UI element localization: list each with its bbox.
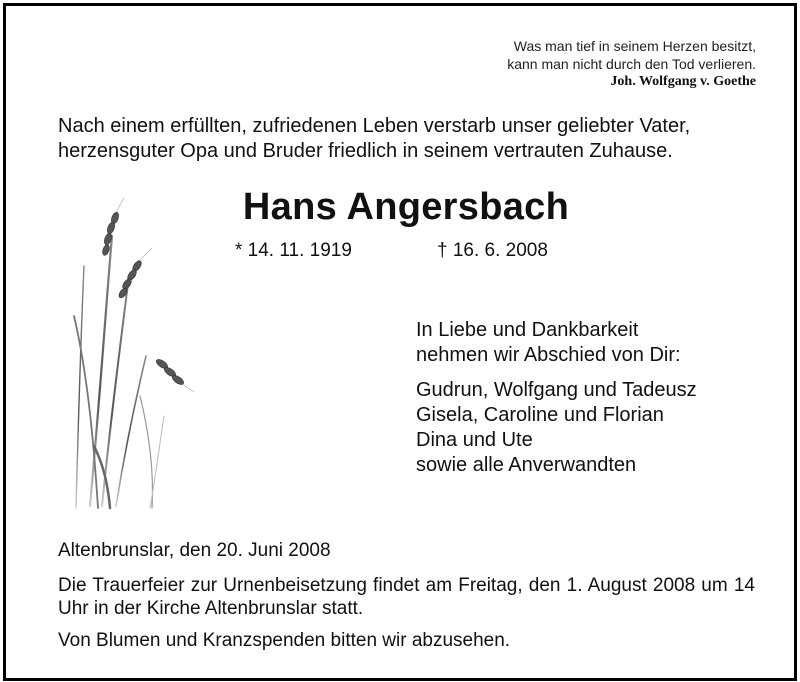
death-date: † 16. 6. 2008 bbox=[437, 240, 548, 261]
obituary-notice bbox=[3, 3, 797, 681]
intro-line-2: herzensguter Opa und Bruder friedlich in seinem vertrauten Zuhause. bbox=[58, 140, 673, 162]
quote-line-2: kann man nicht durch den Tod verlieren. bbox=[507, 56, 756, 72]
flowers-note: Von Blumen und Kranzspenden bitten wir abzusehen. bbox=[58, 630, 511, 651]
mourner-line: Gudrun, Wolfgang und Tadeusz bbox=[416, 379, 697, 401]
birth-date: * 14. 11. 1919 bbox=[235, 240, 352, 261]
intro-line-1: Nach einem erfüllten, zufriedenen Leben verstarb unser geliebter Vater, bbox=[58, 115, 691, 137]
deceased-name: Hans Angersbach bbox=[242, 186, 570, 228]
wheat-ears-icon bbox=[54, 196, 214, 516]
goethe-quote bbox=[507, 37, 756, 91]
ceremony-text: Die Trauerfeier zur Urnenbeisetzung findet am Freitag, den 1. August 2008 um 14 Uhr in der Kirche Altenbrunslar statt. bbox=[58, 575, 755, 619]
quote-author: Joh. Wolfgang v. Goethe bbox=[610, 74, 756, 89]
thanks-line-1: In Liebe und Dankbarkeit bbox=[416, 319, 639, 341]
mourners-list bbox=[416, 378, 697, 478]
place-date: Altenbrunslar, den 20. Juni 2008 bbox=[58, 540, 331, 561]
thanks-text bbox=[416, 318, 681, 368]
quote-line-1: Was man tief in seinem Herzen besitzt, bbox=[513, 38, 756, 54]
mourner-line: Dina und Ute bbox=[416, 429, 533, 451]
thanks-line-2: nehmen wir Abschied von Dir: bbox=[416, 344, 681, 366]
mourner-line: sowie alle Anverwandten bbox=[416, 454, 637, 476]
intro-text bbox=[58, 114, 758, 164]
mourner-line: Gisela, Caroline und Florian bbox=[416, 404, 664, 426]
